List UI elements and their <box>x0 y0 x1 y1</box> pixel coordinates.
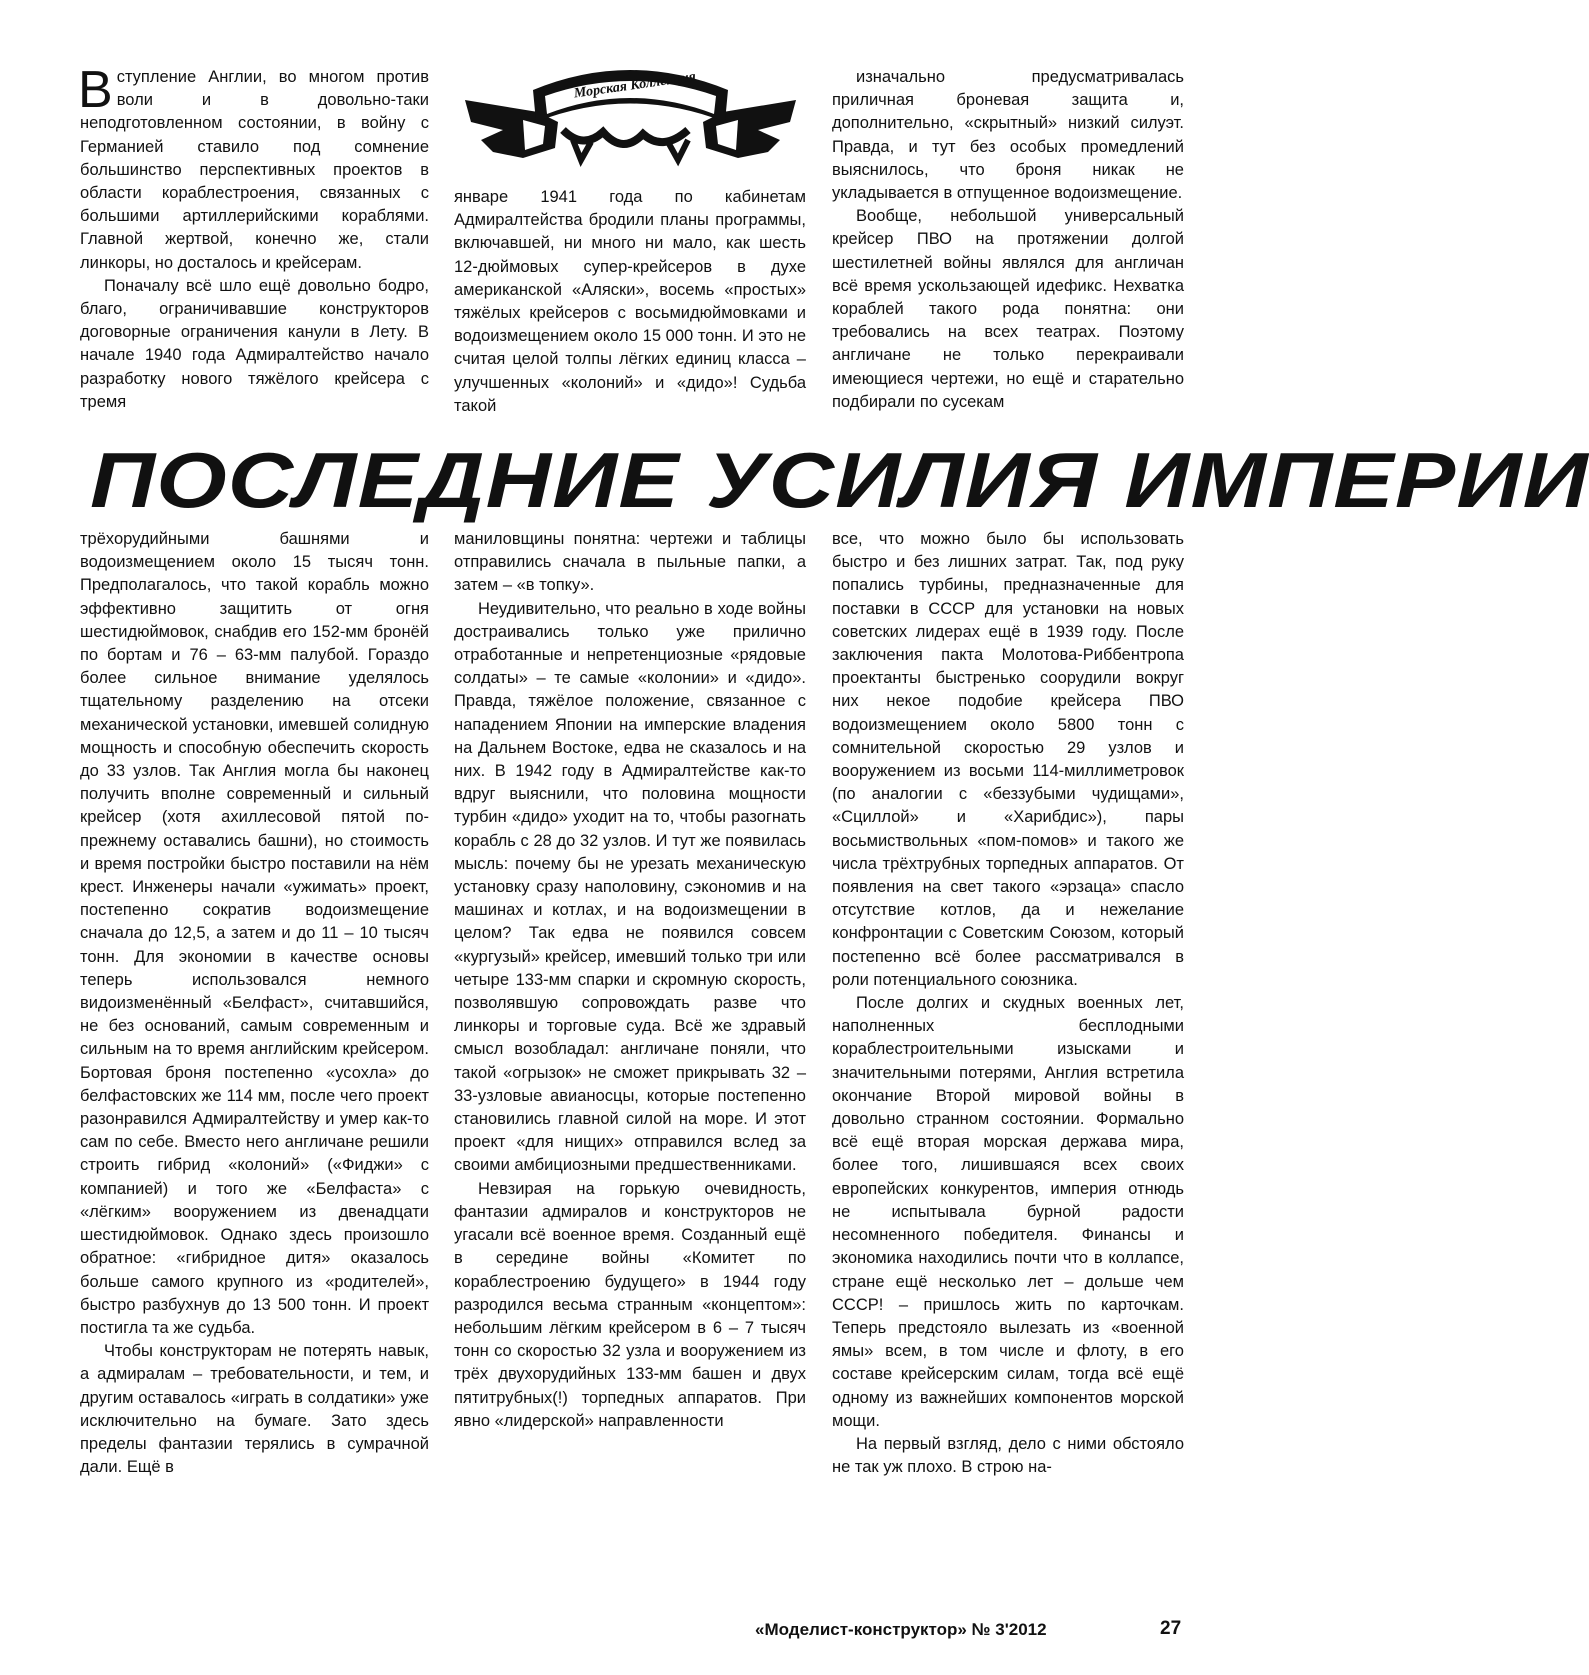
paragraph: изначально предусматривалась приличная броневая защита и, дополнительно, «скрытный» низкий силуэт. Правда, и тут без особых промедлений выяснилось, что броня никак не укладывается в отпущенное водоизмещение. <box>832 68 1184 203</box>
paragraph: Вступление Англии, во многом против воли и в довольно-таки неподготовленном состоянии, в войну с Германией ставило под сомнение большинство перспективных проектов в области кораблестроения, связанных с большими артиллерийскими кораблями. Главной жертвой, конечно же, стали линкоры, но досталось и крейсерам. <box>78 61 429 272</box>
paragraph: трёхорудийными башнями и водоизмещением около 15 тысяч тонн. Предполагалось, что такой корабль можно эффективно защитить от огня шестидюймовок, снабдив его 152-мм бронёй по бортам и 76 – 63-мм палубой. Гораздо более сильное внимание уделялось тщательному разделению на отсеки механической установки, имевшей солидную мощность и способную обеспечить скорость до 33 узлов. Так Англия могла бы наконец получить вполне современный и сильный крейсер (хотя ахиллесовой пятой по-прежнему оставались башни), но стоимость и время постройки быстро поставили на нём крест. Инженеры начали «ужимать» проект, постепенно сократив водоизмещение сначала до 12,5, а затем и до 11 – 10 тысяч тонн. Для экономии в качестве основы теперь использовался немного видоизменённый «Белфаст», считавшийся, не без оснований, самым современным и сильным на то время английским крейсером. Бортовая броня постепенно «усохла» до белфастовских же 114 мм, после чего проект разонравился Адмиралтейству и умер как-то сам по себе. Вместо него англичане решили строить гибрид «колоний» («Фиджи» с компанией) и того же «Белфаста» с «лёгким» вооружением из двенадцати шестидюймовок. Однако здесь произошло обратное: «гибридное дитя» оказалось больше самого крупного из «родителей», быстро разбухнув до 13 500 тонн. И проект постигла та же судьба. <box>80 530 429 1337</box>
paragraph: все, что можно было бы использовать быстро и без лишних затрат. Так, под руку попались турбины, предназначенные для поставки в СССР для установки на новых советских лидерах ещё в 1939 году. После заключения пакта Молотова-Риббентропа проектанты быстренько соорудили вокруг них некое подобие крейсера ПВО водоизмещением около 5800 тонн с сомнительной скоростью 29 узлов и вооружением из восьми 114-миллиметровок (по аналогии с «беззубыми чудищами», «Сциллой» и «Харибдис»), пары восьмиствольных «пом-помов» и такого же числа трёхтрубных торпедных аппаратов. От появления на свет такого «эрзаца» спасло отсутствие котлов, да и нежелание конфронтации с Советским Союзом, который постепенно всё более рассматривался в роли потенциального союзника. <box>832 530 1184 989</box>
paragraph: После долгих и скудных военных лет, наполненных бесплодными кораблестроительными изысками и значительными потерями, Англия встретила окончание Второй мировой войны в довольно странном состоянии. Формально всё ещё вторая морская держава мира, более того, лишившаяся всех своих европейских конкурентов, империя отнюдь не испытывала бурной радости несомненного победителя. Финансы и экономика находились почти что в коллапсе, стране ещё несколько лет – дольше чем СССР! – пришлось жить по карточкам. Теперь предстояло вылезать из «военной ямы» всем, в том числе и флоту, в его составе крейсерским силам, тогда всё ещё одному из важнейших компонентов морской мощи. <box>832 994 1184 1430</box>
logo-text: Морская Коллекция <box>572 69 697 102</box>
magazine-footer: «Моделист-конструктор» № 3'2012 <box>755 1620 1047 1639</box>
paragraph: маниловщины понятна: чертежи и таблицы отправились сначала в пыльные папки, а затем – «в топку». <box>454 530 806 595</box>
drop-cap: В <box>78 61 113 119</box>
paragraph: На первый взгляд, дело с ними обстояло не так уж плохо. В строю на- <box>832 1434 1184 1477</box>
paragraph: Поначалу всё шло ещё довольно бодро, благо, ограничивавшие конструкторов договорные ограничения канули в Лету. В начале 1940 года Адмиралтейство начало разработку нового тяжёлого крейсера с тремя <box>80 276 429 411</box>
paragraph: январе 1941 года по кабинетам Адмиралтейства бродили планы программы, включавшей, ни много ни мало, как шесть 12-дюймовых супер-крейсеров в духе американской «Аляски», восемь «простых» тяжёлых крейсеров с восьмидюймовками и водоизмещением около 15 000 тонн. И это не считая целой толпы лёгких единиц класса – улучшенных «колоний» и «дидо»! Судьба такой <box>454 188 806 415</box>
paragraph: Неудивительно, что реально в ходе войны достраивались только уже прилично отработанные и непретенциозные «рядовые солдаты» – те самые «колонии» и «дидо». Правда, тяжёлое положение, связанное с нападением Японии на имперские владения на Дальнем Востоке, едва не сказалось и на них. В 1942 году в Адмиралтействе как-то вдруг выяснили, что половина мощности турбин «дидо» уходит на то, чтобы разогнать корабль с 28 до 32 узлов. И тут же появилась мысль: почему бы не урезать механическую установку сразу наполовину, сэкономив и на машинах и котлах, и на водоизмещении в целом? Так едва не появился совсем «кургузый» крейсер, имевший только три или четыре 133-мм спарки и скромную скорость, позволявшую сопровождать разве что линкоры и торговые суда. Всё же здравый смысл возобладал: англичане поняли, что такой «огрызок» не сможет прикрывать 32 – 33-узловые авианосцы, которые постепенно становились главной силой на море. И этот проект «для нищих» отправился вслед за своими амбициозными предшественниками. <box>454 599 806 1175</box>
column-1 <box>78 61 429 414</box>
column-5 <box>454 528 806 1433</box>
column-2 <box>454 186 806 418</box>
paragraph: Чтобы конструкторам не потерять навык, а адмиралам – требовательности, и тем, и другим оставалось «играть в солдатики» уже исключительно на бумаге. Зато здесь пределы фантазии терялись в сумрачной дали. Ещё в <box>80 1342 429 1477</box>
column-4 <box>80 528 429 1479</box>
column-6 <box>832 528 1184 1479</box>
paragraph: Невзирая на горькую очевидность, фантазии адмиралов и конструкторов не угасали всё военное время. Созданный ещё в середине войны «Комитет по кораблестроению будущего» в 1944 году разродился весьма странным «концептом»: небольшим лёгким крейсером в 6 – 7 тысяч тонн со скоростью 32 узла и вооружением из трёх двухорудийных 133-мм башен и двух пятитрубных(!) торпедных аппаратов. При явно «лидерской» направленности <box>454 1179 806 1430</box>
column-3 <box>832 66 1184 414</box>
morskaya-kollektsiya-logo <box>463 60 798 178</box>
page-number: 27 <box>1160 1618 1182 1639</box>
article-headline: ПОСЛЕДНИЕ УСИЛИЯ ИМПЕРИИ <box>90 436 1589 524</box>
paragraph: Вообще, небольшой универсальный крейсер ПВО на протяжении долгой шестилетней войны являлся для англичан всё время ускользающей идефикс. Нехватка кораблей такого рода понятна: они требовались на всех театрах. Поэтому англичане не только перекраивали имеющиеся чертежи, но ещё и старательно подбирали по сусекам <box>832 207 1184 411</box>
